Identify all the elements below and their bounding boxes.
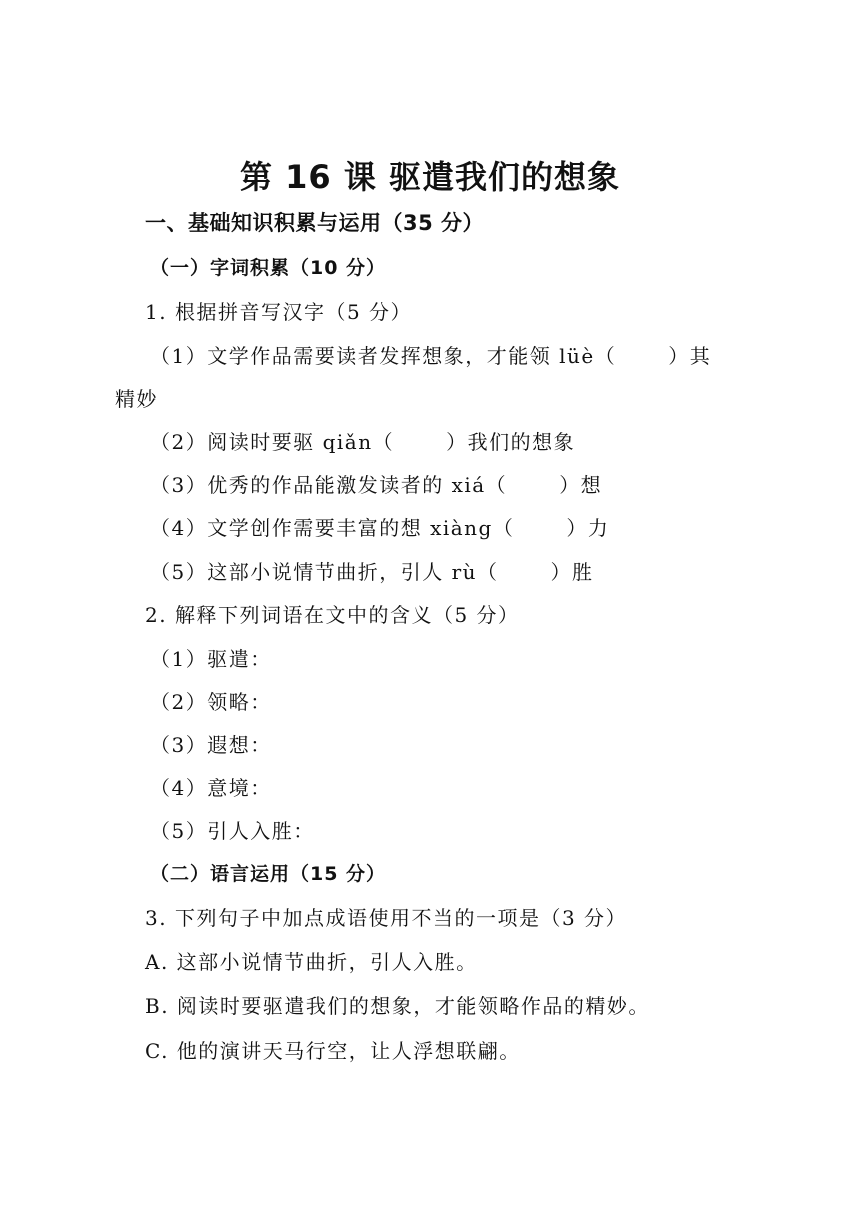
item-text-after: ）我们的想象 bbox=[446, 430, 576, 454]
question-2-item-5: （5）引人入胜： bbox=[150, 819, 315, 843]
item-text-before: （1）文学作品需要读者发挥想象，才能领 lüè（ bbox=[150, 344, 617, 368]
question-1-item-3 bbox=[150, 469, 602, 498]
question-3-option-a: A. 这部小说情节曲折，引人入胜。 bbox=[145, 950, 478, 974]
question-2-prompt: 2. 解释下列词语在文中的含义（5 分） bbox=[145, 603, 520, 627]
question-2-item-4: （4）意境： bbox=[150, 776, 272, 800]
question-2-item-2: （2）领略： bbox=[150, 690, 272, 714]
item-text-after: ）其 bbox=[668, 344, 712, 368]
question-1-item-1 bbox=[150, 340, 711, 369]
question-1-prompt: 1. 根据拼音写汉字（5 分） bbox=[145, 300, 413, 324]
question-3-prompt: 3. 下列句子中加点成语使用不当的一项是（3 分） bbox=[145, 906, 628, 930]
question-2-item-1: （1）驱遣： bbox=[150, 647, 272, 671]
subsection-heading-vocabulary: （一）字词积累（10 分） bbox=[150, 257, 387, 279]
question-1-item-5 bbox=[150, 556, 594, 585]
item-text-after: ）力 bbox=[566, 516, 610, 540]
item-text-before: （2）阅读时要驱 qiǎn（ bbox=[150, 430, 395, 454]
question-3-option-b: B. 阅读时要驱遣我们的想象，才能领略作品的精妙。 bbox=[145, 994, 650, 1018]
question-1-item-4 bbox=[150, 512, 609, 541]
subsection-heading-language-use: （二）语言运用（15 分） bbox=[150, 863, 387, 885]
question-1-item-2 bbox=[150, 426, 575, 455]
item-text-before: （5）这部小说情节曲折，引人 rù（ bbox=[150, 560, 499, 584]
question-2-item-3: （3）遐想： bbox=[150, 733, 272, 757]
item-text-before: （3）优秀的作品能激发读者的 xiá（ bbox=[150, 473, 508, 497]
item-text-after: ）胜 bbox=[550, 560, 594, 584]
item-text-before: （4）文学创作需要丰富的想 xiàng（ bbox=[150, 516, 515, 540]
item-text-after: ）想 bbox=[559, 473, 603, 497]
question-3-option-c: C. 他的演讲天马行空，让人浮想联翩。 bbox=[145, 1039, 521, 1063]
question-1-item-1-continuation: 精妙 bbox=[115, 387, 158, 411]
page-title: 第 16 课 驱遣我们的想象 bbox=[240, 158, 620, 196]
section-heading: 一、基础知识积累与运用（35 分） bbox=[145, 211, 485, 235]
